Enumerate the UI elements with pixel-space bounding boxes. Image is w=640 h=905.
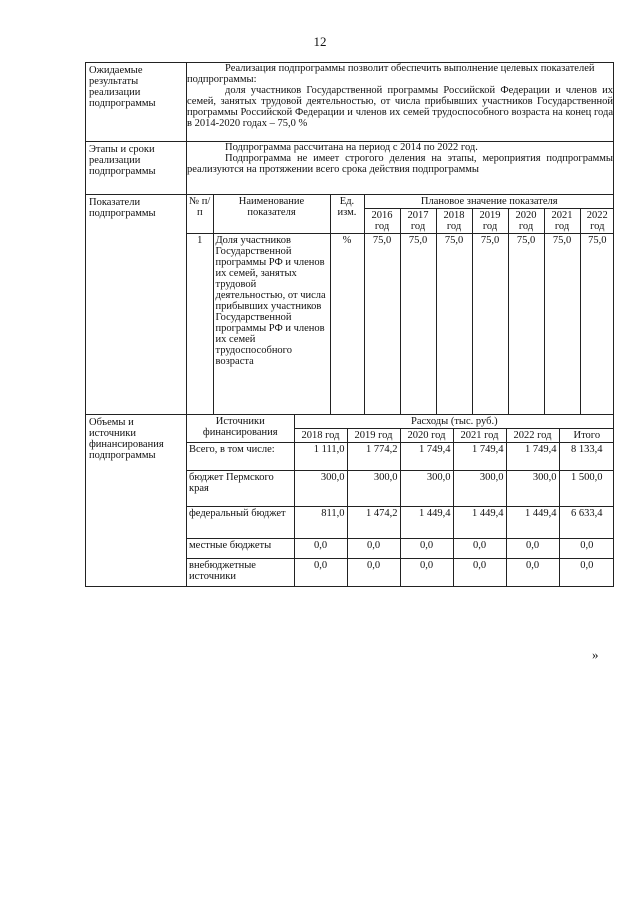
financing-value: 1 749,4 — [453, 442, 506, 470]
financing-value: 1 749,4 — [400, 442, 453, 470]
financing-expenses-header: Расходы (тыс. руб.) — [294, 415, 614, 429]
financing-table — [187, 415, 614, 587]
financing-col-header: Итого — [559, 428, 614, 442]
financing-source: Всего, в том числе: — [187, 442, 294, 470]
financing-value: 8 133,4 — [559, 442, 614, 470]
financing-value: 0,0 — [453, 538, 506, 558]
financing-value: 811,0 — [294, 506, 347, 538]
financing-source: федеральный бюджет — [187, 506, 294, 538]
year-header: 2016 год — [364, 209, 400, 234]
financing-value: 300,0 — [294, 470, 347, 506]
financing-value: 0,0 — [400, 538, 453, 558]
financing-value: 1 774,2 — [347, 442, 400, 470]
indicator-num: 1 — [187, 234, 213, 414]
financing-value: 300,0 — [400, 470, 453, 506]
year-header: 2020 год — [508, 209, 544, 234]
indicator-name: Доля участников Государственной программы РФ и членов их семей, занятых трудовой деятельностью, от числа прибывших участников Государственной программы РФ и членов их семей трудоспособного возраста — [213, 234, 330, 414]
year-header: 2019 год — [472, 209, 508, 234]
financing-value: 0,0 — [400, 558, 453, 586]
row-financing — [86, 414, 614, 587]
financing-value: 6 633,4 — [559, 506, 614, 538]
financing-row-federal — [187, 506, 614, 538]
financing-value: 1 111,0 — [294, 442, 347, 470]
financing-value: 1 500,0 — [559, 470, 614, 506]
financing-source: местные бюджеты — [187, 538, 294, 558]
row-expected-results — [86, 63, 614, 142]
financing-value: 1 449,4 — [453, 506, 506, 538]
stages-label: Этапы и сроки реализации подпрограммы — [86, 142, 187, 195]
financing-value: 0,0 — [506, 538, 559, 558]
stages-description: Подпрограмма не имеет строгого деления на этапы, мероприятия подпрограммы реализуются на протяжении всего срока действия подпрограммы — [187, 153, 613, 175]
indicator-value: 75,0 — [400, 234, 436, 414]
financing-value: 0,0 — [506, 558, 559, 586]
financing-row-total — [187, 442, 614, 470]
financing-col-header: 2022 год — [506, 428, 559, 442]
year-header: 2021 год — [544, 209, 580, 234]
indicator-value: 75,0 — [580, 234, 614, 414]
indicator-value: 75,0 — [364, 234, 400, 414]
passport-table — [85, 62, 614, 587]
indicator-unit: % — [330, 234, 364, 414]
indicators-label: Показатели подпрограммы — [86, 195, 187, 415]
financing-value: 1 449,4 — [400, 506, 453, 538]
financing-col-header: 2018 год — [294, 428, 347, 442]
page-number: 12 — [313, 34, 327, 49]
indicators-table — [187, 195, 614, 414]
indicators-num-header: № п/п — [187, 195, 213, 234]
year-header: 2017 год — [400, 209, 436, 234]
indicators-unit-header: Ед. изм. — [330, 195, 364, 234]
financing-value: 0,0 — [347, 558, 400, 586]
financing-value: 1 749,4 — [506, 442, 559, 470]
financing-value: 1 474,2 — [347, 506, 400, 538]
closing-quote: » — [592, 647, 599, 662]
financing-value: 0,0 — [347, 538, 400, 558]
indicator-value: 75,0 — [436, 234, 472, 414]
year-header: 2018 год — [436, 209, 472, 234]
indicators-planned-header: Плановое значение показателя — [364, 195, 614, 209]
financing-value: 0,0 — [453, 558, 506, 586]
financing-row-regional — [187, 470, 614, 506]
financing-source: внебюджетные источники — [187, 558, 294, 586]
row-stages — [86, 142, 614, 195]
financing-value: 300,0 — [453, 470, 506, 506]
financing-col-header: 2019 год — [347, 428, 400, 442]
indicator-value: 75,0 — [472, 234, 508, 414]
financing-value: 0,0 — [559, 558, 614, 586]
financing-source-header: Источники финансирования — [187, 415, 294, 443]
financing-value: 0,0 — [294, 558, 347, 586]
financing-value: 0,0 — [559, 538, 614, 558]
financing-col-header: 2021 год — [453, 428, 506, 442]
indicator-value: 75,0 — [544, 234, 580, 414]
financing-col-header: 2020 год — [400, 428, 453, 442]
financing-value: 1 449,4 — [506, 506, 559, 538]
year-header: 2022 год — [580, 209, 614, 234]
financing-label: Объемы и источники финансирования подпрограммы — [86, 414, 187, 587]
financing-row-extrabudgetary — [187, 558, 614, 586]
expected-results-intro: Реализация подпрограммы позволит обеспечить выполнение целевых показателей подпрограммы: — [187, 63, 595, 85]
indicators-name-header: Наименование показателя — [213, 195, 330, 234]
indicator-row — [187, 234, 614, 414]
financing-row-local — [187, 538, 614, 558]
stages-period: Подпрограмма рассчитана на период с 2014 по 2022 год. — [225, 142, 478, 153]
financing-value: 300,0 — [506, 470, 559, 506]
financing-value: 300,0 — [347, 470, 400, 506]
indicator-value: 75,0 — [508, 234, 544, 414]
expected-results-label: Ожидаемые результаты реализации подпрограммы — [86, 63, 187, 142]
row-indicators — [86, 195, 614, 415]
expected-results-target: доля участников Государственной программы Российской Федерации и членов их семей, занятых трудовой деятельностью, от числа прибывших участников Государственной программы Российской Федерации и членов их семей трудоспособного возраста на конец года в 2014-2020 годах – 75,0 % — [187, 85, 613, 129]
financing-value: 0,0 — [294, 538, 347, 558]
financing-source: бюджет Пермского края — [187, 470, 294, 506]
